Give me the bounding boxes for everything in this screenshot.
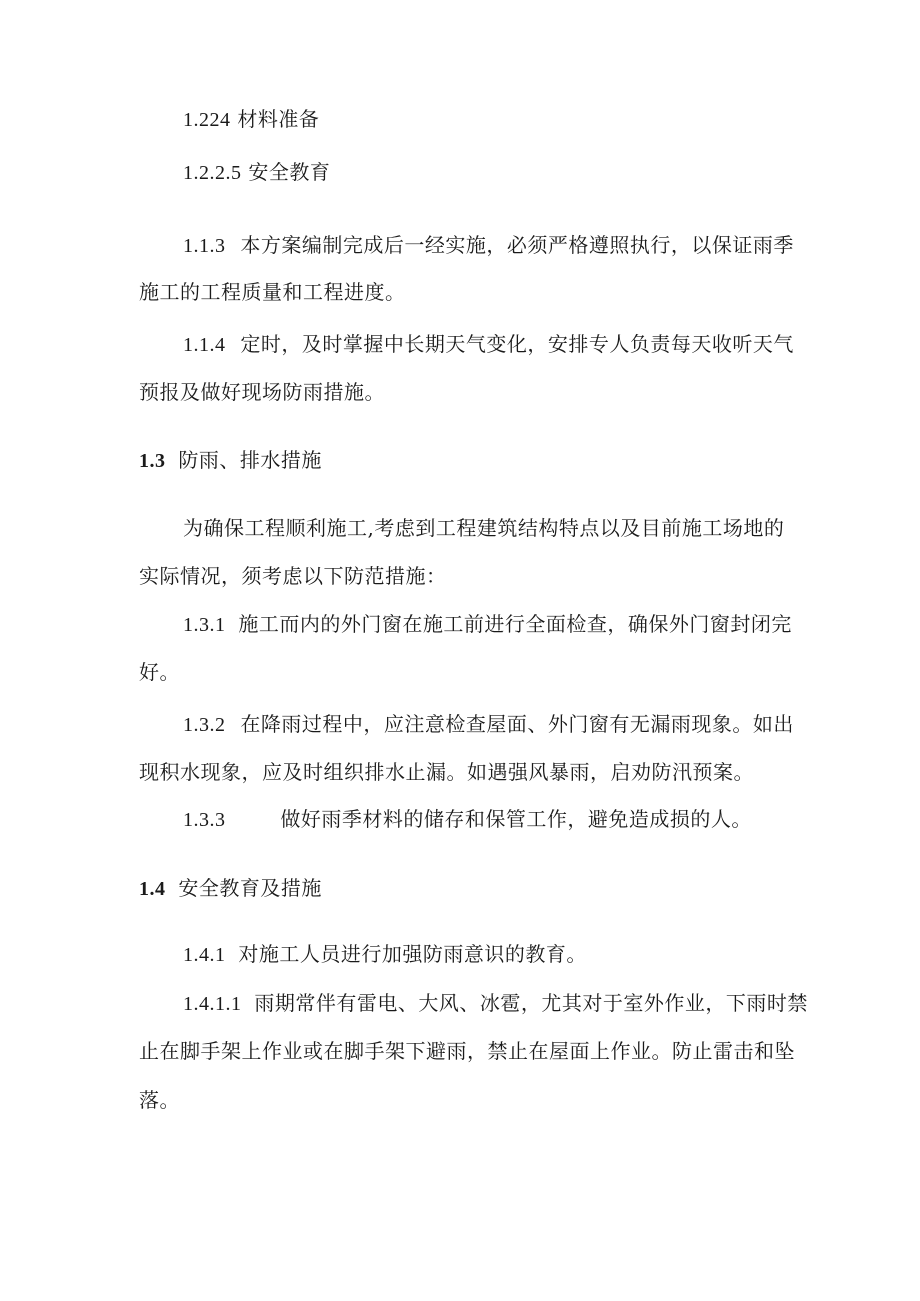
- item-1-1-3-line-2: [139, 279, 406, 305]
- item-text: 现积水现象，应及时组织排水止漏。如遇强风暴雨，启劝防汛预案。: [139, 760, 754, 784]
- item-text: 安全教育: [248, 160, 331, 184]
- item-text: 预报及做好现场防雨措施。: [139, 380, 385, 404]
- item-number: 1.3.3: [183, 809, 226, 831]
- item-text: 施工而内的外门窗在施工前进行全面检查，确保外门窗封闭完: [238, 612, 792, 636]
- section-number: 1.4: [139, 878, 166, 900]
- section-heading-1-4: [139, 875, 322, 902]
- section-number: 1.3: [139, 450, 166, 472]
- item-1-3-3: [183, 806, 752, 833]
- item-text: 施工的工程质量和工程进度。: [139, 280, 406, 304]
- section-1-3-intro-line-2: [139, 563, 447, 589]
- item-text: 对施工人员进行加强防雨意识的教育。: [238, 942, 587, 966]
- item-1-3-2-line-1: [183, 711, 794, 738]
- item-text: 定时，及时掌握中长期天气变化，安排专人负责每天收听天气: [240, 332, 794, 356]
- item-1-1-4-line-2: [139, 379, 385, 405]
- item-1-4-1: [183, 941, 587, 968]
- paragraph-text: 为确保工程顺利施工,考虑到工程建筑结构特点以及目前施工场地的: [183, 516, 785, 540]
- item-1-3-1-line-1: [183, 611, 792, 638]
- item-number: 1.3.2: [183, 714, 226, 736]
- item-text: 好。: [139, 660, 180, 684]
- section-title: 安全教育及措施: [178, 876, 322, 900]
- item-number: 1.3.1: [183, 614, 226, 636]
- item-text: 落。: [139, 1088, 180, 1112]
- item-text: 做好雨季材料的储存和保管工作，避免造成损的人。: [280, 807, 752, 831]
- item-1-4-1-1-line-1: [183, 990, 808, 1017]
- item-1-4-1-1-line-2: [139, 1038, 795, 1064]
- item-text: 在降雨过程中，应注意检查屋面、外门窗有无漏雨现象。如出: [240, 712, 794, 736]
- item-text: 材料准备: [237, 107, 320, 131]
- paragraph-text: 实际情况，须考虑以下防范措施：: [139, 564, 447, 588]
- item-number: 1.1.3: [183, 235, 226, 257]
- item-1-2-2-5: [183, 159, 330, 186]
- item-1-1-3-line-1: [183, 232, 794, 259]
- section-heading-1-3: [139, 447, 322, 474]
- item-1-3-1-line-2: [139, 659, 180, 685]
- item-text: 止在脚手架上作业或在脚手架下避雨，禁止在屋面上作业。防止雷击和坠: [139, 1039, 795, 1063]
- section-title: 防雨、排水措施: [178, 448, 322, 472]
- section-1-3-intro-line-1: [183, 515, 784, 541]
- item-number: 1.4.1: [183, 944, 226, 966]
- item-number: 1.2.2.5: [183, 162, 242, 184]
- item-number: 1.1.4: [183, 334, 226, 356]
- item-1-224: [183, 106, 319, 133]
- item-1-3-2-line-2: [139, 759, 754, 785]
- item-1-1-4-line-1: [183, 331, 794, 358]
- item-text: 本方案编制完成后一经实施，必须严格遵照执行，以保证雨季: [240, 233, 794, 257]
- item-1-4-1-1-line-3: [139, 1087, 180, 1113]
- item-number: 1.4.1.1: [183, 993, 242, 1015]
- item-text: 雨期常伴有雷电、大风、冰雹，尤其对于室外作业，下雨时禁: [254, 991, 808, 1015]
- item-number: 1.224: [183, 109, 231, 131]
